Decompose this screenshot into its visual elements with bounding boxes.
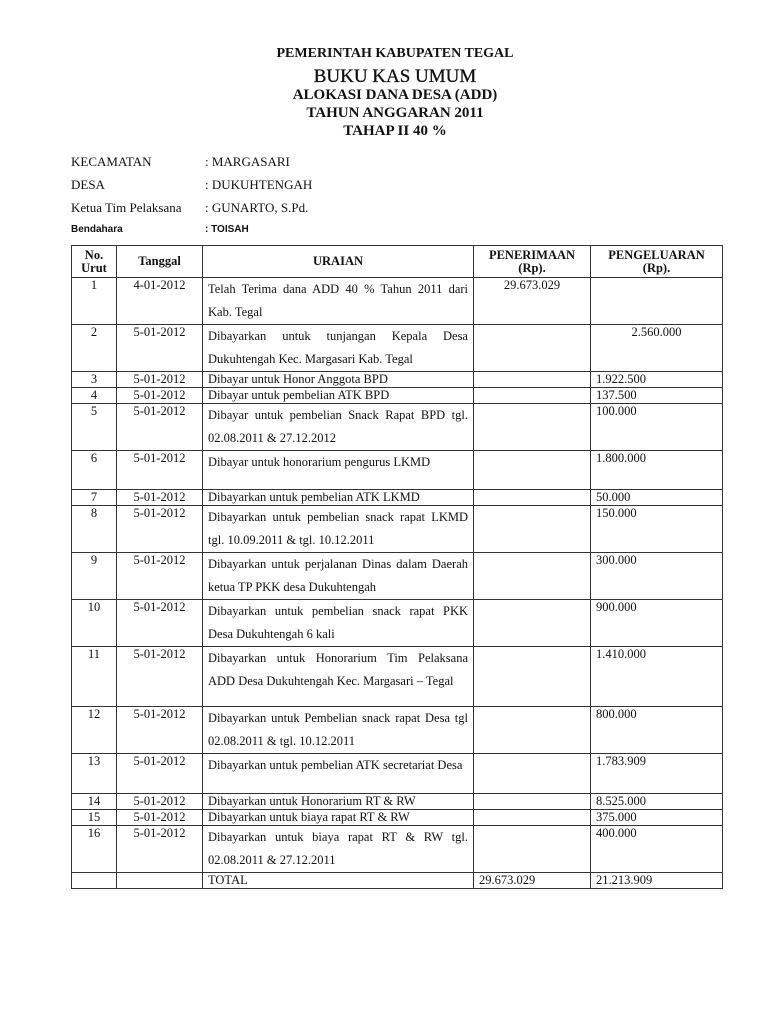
row-expense: 50.000 (591, 490, 723, 506)
total-label: TOTAL (203, 873, 474, 889)
row-expense: 1.800.000 (591, 451, 723, 490)
row-date: 5-01-2012 (117, 490, 203, 506)
row-description: Dibayarkan untuk biaya rapat RT & RW (203, 810, 474, 826)
header-allocation: ALOKASI DANA DESA (ADD) (292, 87, 498, 103)
table-row (72, 372, 723, 388)
table-row (72, 754, 723, 794)
row-description: Dibayarkan untuk pembelian snack rapat LKMD tgl. 10.09.2011 & tgl. 10.12.2011 (203, 506, 474, 553)
row-description: Dibayarkan untuk pembelian ATK secretariat Desa (203, 754, 474, 794)
table-row (72, 707, 723, 754)
row-receipt (474, 826, 591, 873)
row-date: 5-01-2012 (117, 810, 203, 826)
row-expense: 2.560.000 (591, 325, 723, 372)
row-number: 3 (72, 372, 117, 388)
col-header-pengeluaran: PENGELUARAN (Rp). (591, 246, 723, 278)
row-description: Telah Terima dana ADD 40 % Tahun 2011 dari Kab. Tegal (203, 278, 474, 325)
info-value: : TOISAH (205, 224, 249, 235)
table-row (72, 826, 723, 873)
table-row (72, 278, 723, 325)
row-receipt (474, 707, 591, 754)
row-receipt (474, 451, 591, 490)
row-receipt (474, 404, 591, 451)
row-number: 8 (72, 506, 117, 553)
row-expense (591, 278, 723, 325)
info-label: Bendahara (71, 224, 123, 235)
row-description: Dibayarkan untuk biaya rapat RT & RW tgl. 02.08.2011 & 27.12.2011 (203, 826, 474, 873)
row-expense: 137.500 (591, 388, 723, 404)
table-row (72, 404, 723, 451)
row-receipt (474, 325, 591, 372)
row-date: 5-01-2012 (117, 553, 203, 600)
row-date: 5-01-2012 (117, 372, 203, 388)
row-expense: 1.922.500 (591, 372, 723, 388)
row-receipt (474, 810, 591, 826)
row-date: 5-01-2012 (117, 506, 203, 553)
row-number: 2 (72, 325, 117, 372)
info-value: : DUKUHTENGAH (205, 177, 313, 192)
row-date: 5-01-2012 (117, 600, 203, 647)
table-row (72, 553, 723, 600)
col-header-no: No. Urut (72, 246, 117, 278)
col-header-tanggal: Tanggal (117, 246, 203, 278)
total-pengeluaran: 21.213.909 (591, 873, 723, 889)
header-fiscal-year: TAHUN ANGGARAN 2011 (306, 105, 484, 121)
row-expense: 8.525.000 (591, 794, 723, 810)
info-label: Ketua Tim Pelaksana (71, 200, 182, 215)
row-number: 5 (72, 404, 117, 451)
row-expense: 375.000 (591, 810, 723, 826)
row-number: 15 (72, 810, 117, 826)
row-expense: 1.783.909 (591, 754, 723, 794)
row-date: 5-01-2012 (117, 754, 203, 794)
row-expense: 150.000 (591, 506, 723, 553)
row-expense: 100.000 (591, 404, 723, 451)
info-value: : MARGASARI (205, 154, 290, 169)
row-number: 6 (72, 451, 117, 490)
header-government: PEMERINTAH KABUPATEN TEGAL (276, 46, 514, 61)
row-number: 11 (72, 647, 117, 707)
row-receipt (474, 490, 591, 506)
header-stage: TAHAP II 40 % (343, 123, 447, 139)
row-number: 10 (72, 600, 117, 647)
info-desa (71, 177, 312, 193)
row-description: Dibayarkan untuk Honorarium RT & RW (203, 794, 474, 810)
cash-ledger-table (71, 245, 723, 889)
row-description: Dibayarkan untuk Honorarium Tim Pelaksana ADD Desa Dukuhtengah Kec. Margasari – Tegal (203, 647, 474, 707)
row-description: Dibayarkan untuk Pembelian snack rapat Desa tgl 02.08.2011 & tgl. 10.12.2011 (203, 707, 474, 754)
row-receipt (474, 647, 591, 707)
table-row (72, 794, 723, 810)
row-date: 5-01-2012 (117, 794, 203, 810)
row-date: 5-01-2012 (117, 404, 203, 451)
row-number: 13 (72, 754, 117, 794)
row-description: Dibayarkan untuk tunjangan Kepala Desa Dukuhtengah Kec. Margasari Kab. Tegal (203, 325, 474, 372)
info-label: DESA (71, 177, 105, 192)
row-date: 4-01-2012 (117, 278, 203, 325)
row-receipt (474, 372, 591, 388)
info-kecamatan (71, 154, 290, 170)
row-date: 5-01-2012 (117, 647, 203, 707)
total-no (72, 873, 117, 889)
row-number: 16 (72, 826, 117, 873)
info-label: KECAMATAN (71, 154, 152, 169)
row-description: Dibayarkan untuk pembelian snack rapat PKK Desa Dukuhtengah 6 kali (203, 600, 474, 647)
info-value: : GUNARTO, S.Pd. (205, 200, 309, 215)
row-receipt (474, 506, 591, 553)
row-receipt (474, 794, 591, 810)
row-receipt (474, 600, 591, 647)
row-number: 7 (72, 490, 117, 506)
row-expense: 1.410.000 (591, 647, 723, 707)
row-number: 4 (72, 388, 117, 404)
row-date: 5-01-2012 (117, 707, 203, 754)
row-date: 5-01-2012 (117, 826, 203, 873)
table-row (72, 810, 723, 826)
row-receipt (474, 553, 591, 600)
info-bendahara (71, 224, 249, 235)
total-penerimaan: 29.673.029 (474, 873, 591, 889)
col-header-uraian: URAIAN (203, 246, 474, 278)
table-row (72, 506, 723, 553)
table-header-row (72, 246, 723, 278)
row-date: 5-01-2012 (117, 388, 203, 404)
table-row (72, 451, 723, 490)
row-number: 1 (72, 278, 117, 325)
table-row (72, 600, 723, 647)
row-number: 14 (72, 794, 117, 810)
row-date: 5-01-2012 (117, 451, 203, 490)
table-row (72, 325, 723, 372)
row-expense: 800.000 (591, 707, 723, 754)
row-description: Dibayar untuk pembelian Snack Rapat BPD tgl. 02.08.2011 & 27.12.2012 (203, 404, 474, 451)
row-date: 5-01-2012 (117, 325, 203, 372)
row-expense: 300.000 (591, 553, 723, 600)
col-header-penerimaan: PENERIMAAN (Rp). (474, 246, 591, 278)
table-row (72, 388, 723, 404)
row-description: Dibayar untuk pembelian ATK BPD (203, 388, 474, 404)
table-row (72, 647, 723, 707)
row-description: Dibayar untuk Honor Anggota BPD (203, 372, 474, 388)
row-description: Dibayarkan untuk perjalanan Dinas dalam Daerah ketua TP PKK desa Dukuhtengah (203, 553, 474, 600)
row-number: 9 (72, 553, 117, 600)
row-receipt (474, 388, 591, 404)
row-description: Dibayarkan untuk pembelian ATK LKMD (203, 490, 474, 506)
document-title: BUKU KAS UMUM (313, 66, 477, 87)
row-receipt (474, 754, 591, 794)
row-receipt: 29.673.029 (474, 278, 591, 325)
table-row (72, 490, 723, 506)
info-ketua (71, 200, 308, 216)
total-tanggal (117, 873, 203, 889)
row-expense: 400.000 (591, 826, 723, 873)
row-description: Dibayar untuk honorarium pengurus LKMD (203, 451, 474, 490)
row-number: 12 (72, 707, 117, 754)
row-expense: 900.000 (591, 600, 723, 647)
total-row (72, 873, 723, 889)
